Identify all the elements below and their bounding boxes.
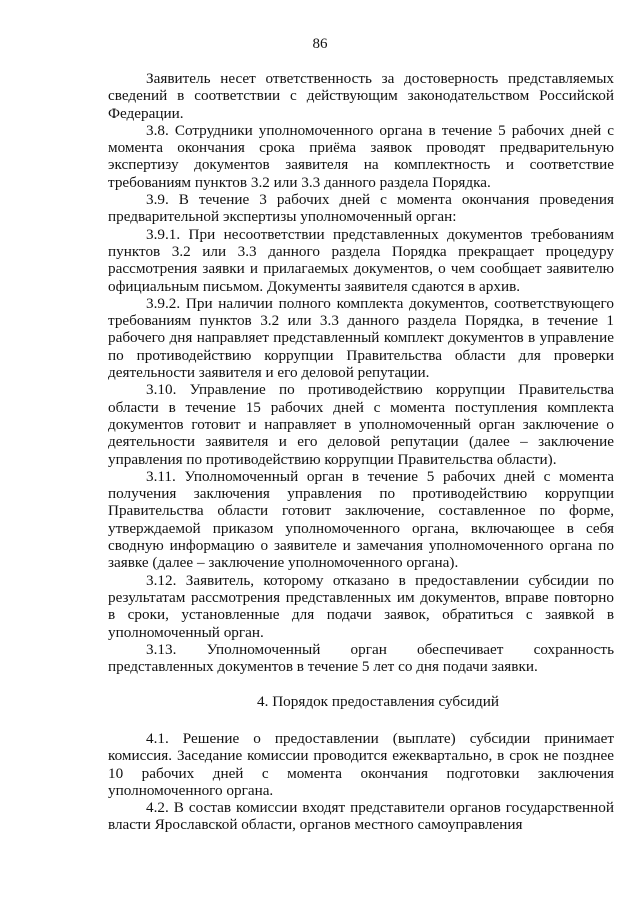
page-number: 86 bbox=[312, 36, 328, 52]
paragraph-3-13: 3.13. Уполномоченный орган обеспечивает сохранность представленных документов в течение 5 лет со дня подачи заявки. bbox=[108, 640, 614, 676]
section-heading: 4. Порядок предоставления субсидий bbox=[257, 693, 499, 710]
paragraph-4-1: 4.1. Решение о предоставлении (выплате) субсидии принимает комиссия. Заседание комиссии проводится ежеквартально, в срок не позднее 10 рабочих дней с момента окончания подготовки заключения уполномоченного органа. bbox=[108, 730, 614, 799]
text-block-after-heading bbox=[108, 730, 614, 834]
paragraph-3-10: 3.10. Управление по противодействию коррупции Правительства области в течение 15 рабочих дней с момента поступления комплекта документов готовит и направляет в уполномоченный орган заключение о деятельности заявителя и его деловой репутации (далее – заключение управления по противодействию коррупции Правительства области). bbox=[108, 381, 614, 468]
text-block-before-heading bbox=[108, 70, 614, 675]
paragraph-3-9: 3.9. В течение 3 рабочих дней с момента окончания проведения предварительной экспертизы уполномоченный орган: bbox=[108, 191, 614, 226]
paragraph-3-9-1: 3.9.1. При несоответствии представленных документов требованиям пунктов 3.2 или 3.3 данного раздела Порядка прекращает процедуру рассмотрения заявки и прилагаемых документов, о чем сообщает заявителю официальным письмом. Документы заявителя сдаются в архив. bbox=[108, 225, 614, 295]
paragraph-3-9-2: 3.9.2. При наличии полного комплекта документов, соответствующего требованиям пунктов 3.2 или 3.3 данного раздела Порядка, в течение 1 рабочего дня направляет представленный комплект документов в управление по противодействию коррупции Правительства области для проверки деятельности заявителя и его деловой репутации. bbox=[108, 294, 614, 382]
paragraph-applicant-responsibility: Заявитель несет ответственность за достоверность представляемых сведений в соответствии с действующим законодательством Российской Федерации. bbox=[108, 70, 614, 122]
paragraph-3-8: 3.8. Сотрудники уполномоченного органа в течение 5 рабочих дней с момента окончания срока приёма заявок проводят предварительную экспертизу документов заявителя на комплектность и соответствие требованиям пунктов 3.2 или 3.3 данного раздела Порядка. bbox=[108, 121, 614, 191]
paragraph-3-11: 3.11. Уполномоченный орган в течение 5 рабочих дней с момента получения заключения управления по противодействию коррупции Правительства области готовит заключение, составленное по форме, утверждаемой приказом уполномоченного органа, включающее в себя сводную информацию о заявителе и замечания уполномоченного органа по заявке (далее – заключение уполномоченного органа). bbox=[108, 467, 614, 572]
paragraph-4-2: 4.2. В состав комиссии входят представители органов государственной власти Ярославской области, органов местного самоуправления bbox=[108, 799, 614, 834]
paragraph-3-12: 3.12. Заявитель, которому отказано в предоставлении субсидии по результатам рассмотрения представленных им документов, вправе повторно в сроки, установленные для подачи заявок, обратиться с заявкой в уполномоченный орган. bbox=[108, 571, 614, 641]
